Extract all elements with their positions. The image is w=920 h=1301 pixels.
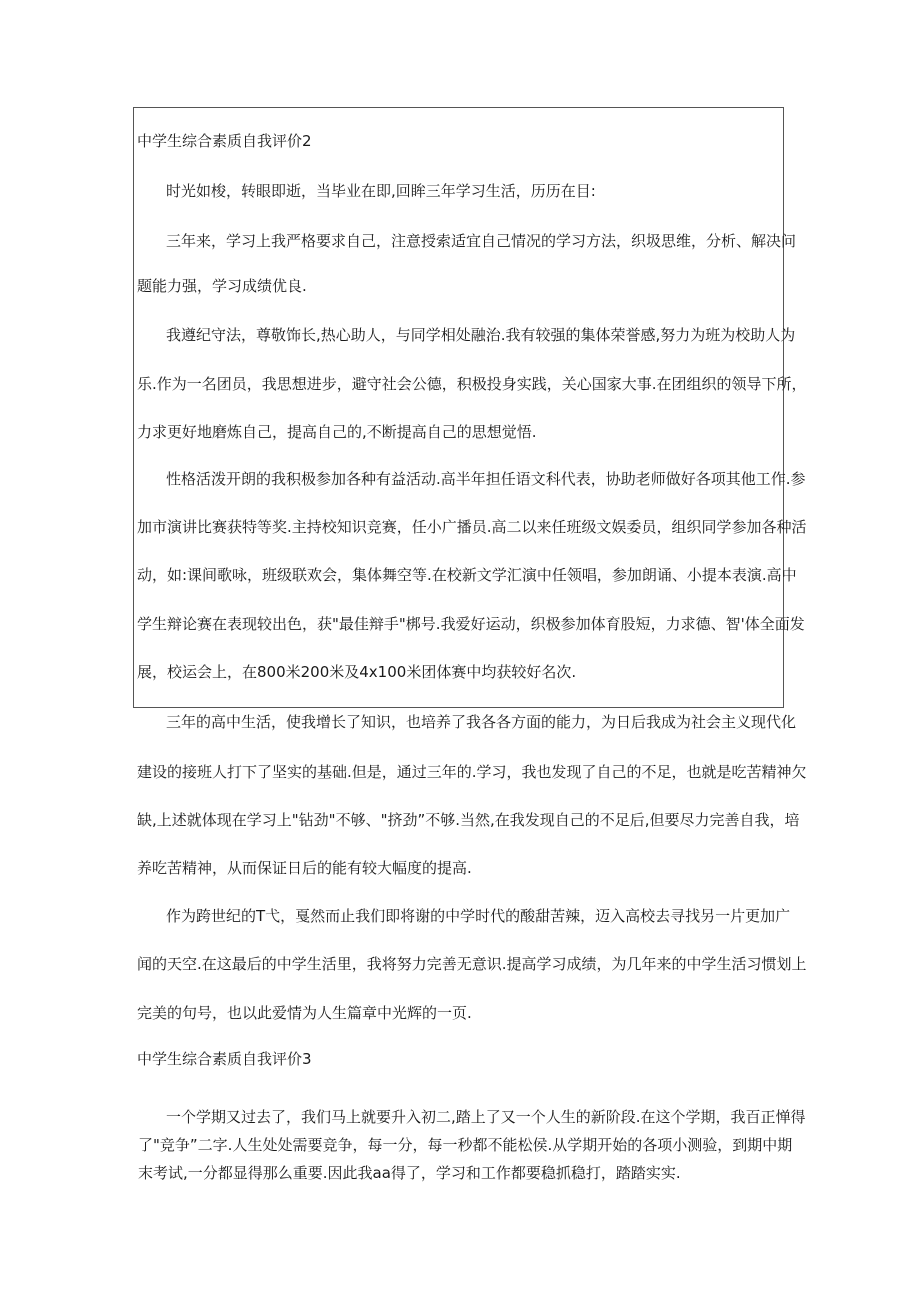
paragraph-line: 三年来，学习上我严格要求自己，注意授索适宜自己情况的学习方法，织圾思维，分析、解决问 <box>166 232 797 250</box>
paragraph-line: 动，如:课间歌咏，班级联欢会，集体舞空等.在校新文学汇演中任领唱，参加朗诵、小提本表演.高中 <box>137 566 797 584</box>
section-2-title: 中学生综合素质自我评价2 <box>137 132 312 150</box>
paragraph-line: 时光如梭，转眼即逝，当毕业在即,回眸三年学习生活，历历在目: <box>166 182 596 200</box>
paragraph-line: 展，校运会上，在800米200米及4x100米团体赛中均获较好名次. <box>137 663 577 681</box>
paragraph-line: 三年的高中生活，使我增长了知识，也培养了我各各方面的能力，为日后我成为社会主义现代化 <box>166 713 797 731</box>
paragraph-line: 乐.作为一名团员，我思想进步，避守社会公德，积极投身实践，关心国家大事.在团组织的领导下所， <box>137 375 807 393</box>
paragraph-line: 缺,上述就体现在学习上"钻劲"不够、"挤劲”不够.当然,在我发现自己的不足后,但要尽力完善自我，培 <box>137 811 800 829</box>
paragraph-line: 了"竞争”二字.人生处处需要竞争，每一分，每一秒都不能松侯.从学期开始的各项小测验，到期中期 <box>138 1136 793 1154</box>
paragraph-line: 完美的句号，也以此爱情为人生篇章中光辉的一页. <box>137 1004 472 1022</box>
paragraph-line: 作为跨世纪的T弋，戛然而止我们即将谢的中学时代的酸甜苦辣，迈入高校去寻找另一片更加广 <box>166 907 791 925</box>
paragraph-line: 题能力强，学习成绩优良. <box>137 277 307 295</box>
paragraph-line: 力求更好地磨炼自己，提高自己的,不断提高自己的思想觉悟. <box>137 423 537 441</box>
paragraph-line: 学生辩论赛在表现较出色，获"最佳辩手"梆号.我爱好运动，织极参加体育股短，力求德、智'体全面发 <box>137 615 805 633</box>
paragraph-line: 闻的天空.在这最后的中学生活里，我将努力完善无意识.提高学习成绩，为几年来的中学生活习惯划上 <box>137 955 807 973</box>
paragraph-line: 养吃苦精神，从而保证日后的能有较大幅度的提高. <box>137 859 472 877</box>
paragraph-line: 加市演讲比赛获特等奖.主持校知识竞赛，任小广播员.高二以来任班级文娱委员，组织同学参加各种活 <box>137 518 807 536</box>
paragraph-line: 我遵纪守法，尊敬饰长,热心助人，与同学相处融治.我有较强的集体荣誉感,努力为班为校助人为 <box>166 326 796 344</box>
paragraph-line: 性格活泼开朗的我积极参加各种有益活动.高半年担任语文科代表，协助老师做好各项其他工作.参 <box>166 470 806 488</box>
paragraph-line: 一个学期又过去了，我们马上就要升入初二,踏上了又一个人生的新阶段.在这个学期，我百正惮得 <box>166 1108 806 1126</box>
paragraph-line: 末考试,一分都显得那么重要.因此我aa得了，学习和工作都要稳抓稳打，踏踏实实. <box>138 1164 681 1182</box>
paragraph-line: 建设的接班人打下了坚实的基础.但是，通过三年的.学习，我也发现了自己的不足，也就是吃苦精神欠 <box>137 763 807 781</box>
section-3-title: 中学生综合素质自我评价3 <box>137 1050 312 1068</box>
